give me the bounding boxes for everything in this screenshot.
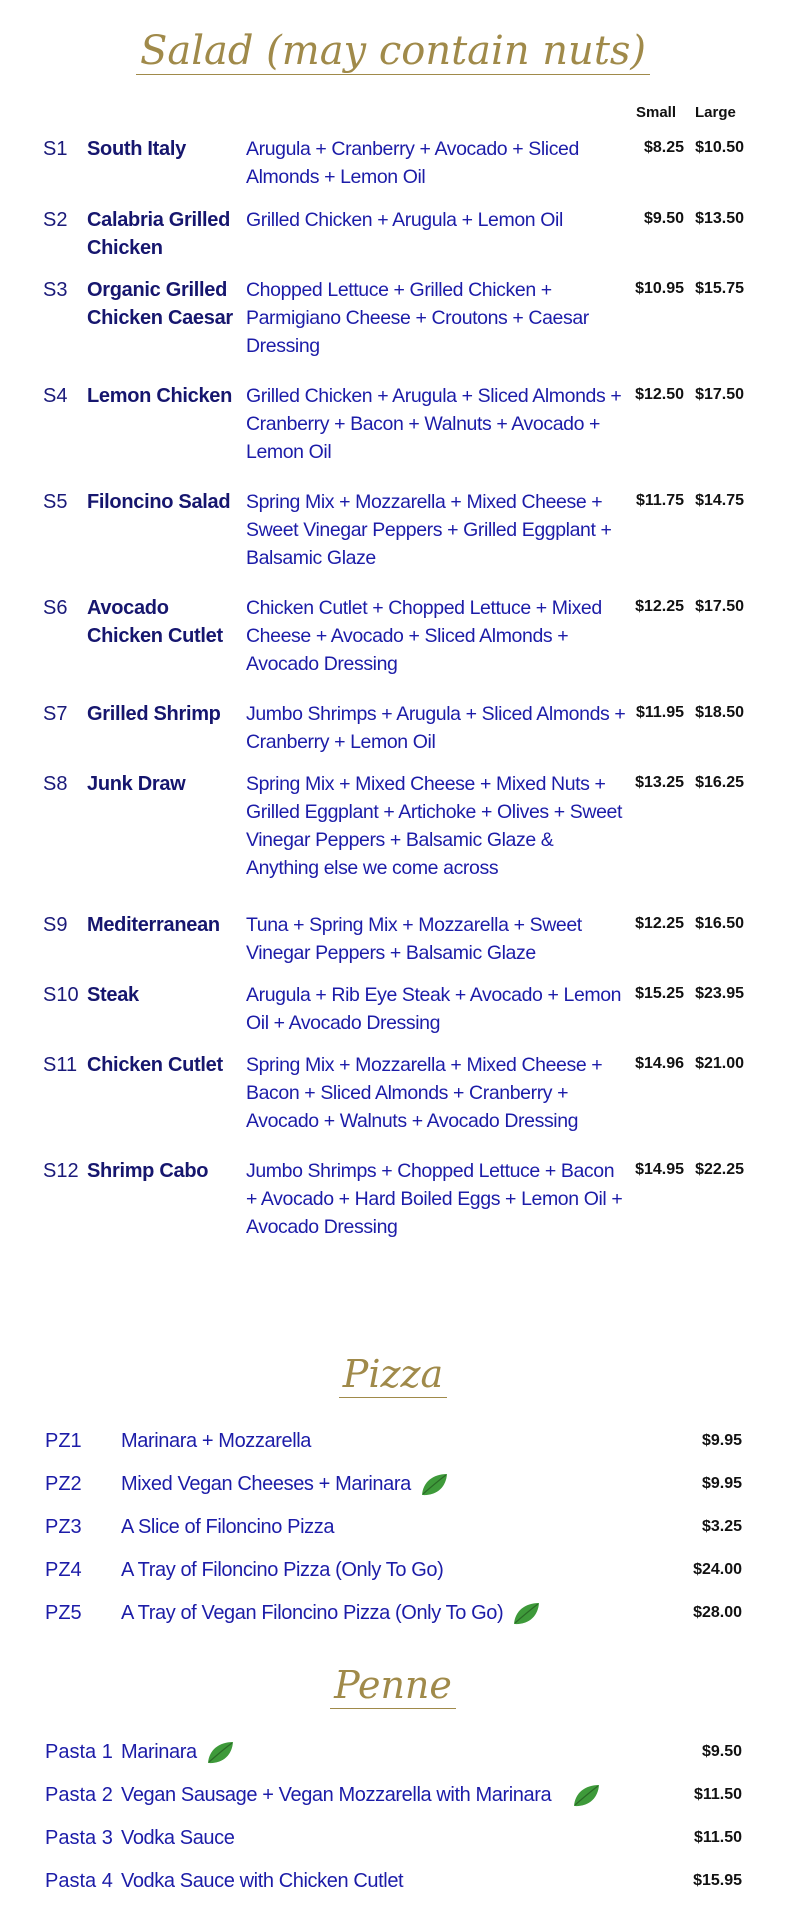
small-price: $8.25 (643, 139, 684, 156)
item-description: Arugula + Rib Eye Steak + Avocado + Lemon Oil + Avocado Dressing (246, 984, 622, 1034)
small-price: $11.95 (635, 704, 684, 721)
item-price: $24.00 (693, 1561, 742, 1578)
item-description: Spring Mix + Mozzarella + Mixed Cheese + Bacon + Sliced Almonds + Cranberry + Avocado + Walnuts + Avocado Dressing (246, 1054, 603, 1132)
item-description-text: Vodka Sauce with Chicken Cutlet (121, 1870, 404, 1892)
pizza-item (0, 1598, 786, 1632)
small-price: $10.95 (635, 280, 684, 297)
item-code: S9 (43, 914, 68, 936)
item-code: PZ2 (45, 1473, 82, 1495)
item-price: $28.00 (693, 1604, 742, 1621)
item-name: Avocado Chicken Cutlet (87, 597, 223, 647)
item-code: S8 (43, 773, 68, 795)
pizza-section-title: Pizza (0, 1352, 786, 1398)
large-price: $13.50 (695, 210, 744, 227)
item-price: $9.95 (701, 1432, 742, 1449)
item-code: S11 (43, 1054, 78, 1076)
item-name: Filoncino Salad (87, 491, 231, 513)
small-price: $11.75 (635, 492, 684, 509)
large-price: $17.50 (695, 386, 744, 403)
item-name: Shrimp Cabo (87, 1160, 209, 1182)
leaf-icon (511, 1601, 541, 1627)
item-price: $9.95 (701, 1475, 742, 1492)
small-price: $15.25 (635, 985, 684, 1002)
item-name: South Italy (87, 138, 186, 160)
large-price: $23.95 (695, 985, 744, 1002)
small-price: $12.50 (635, 386, 684, 403)
item-description-text: Marinara + Mozzarella (121, 1430, 312, 1452)
large-price: $14.75 (695, 492, 744, 509)
item-name: Mediterranean (87, 914, 220, 936)
item-code: Pasta 3 (45, 1827, 113, 1849)
item-description (121, 1469, 449, 1499)
item-description: Grilled Chicken + Arugula + Sliced Almonds + Cranberry + Bacon + Walnuts + Avocado + Lemon Oil (246, 385, 622, 463)
item-code: PZ4 (45, 1559, 82, 1581)
salad-item (0, 382, 786, 482)
large-price: $18.50 (695, 704, 744, 721)
item-description: Chicken Cutlet + Chopped Lettuce + Mixed Cheese + Avocado + Sliced Almonds + Avocado Dressing (246, 597, 602, 675)
item-name: Lemon Chicken (87, 385, 233, 407)
item-code: PZ1 (45, 1430, 82, 1452)
leaf-icon (419, 1472, 449, 1498)
item-description-text: A Tray of Filoncino Pizza (Only To Go) (121, 1559, 444, 1581)
salad-item (0, 488, 786, 588)
salad-item (0, 770, 786, 900)
item-code: S1 (43, 138, 68, 160)
pasta-item (0, 1737, 786, 1771)
item-name: Grilled Shrimp (87, 703, 221, 725)
item-code: PZ5 (45, 1602, 82, 1624)
item-description (121, 1426, 311, 1456)
item-name: Organic Grilled Chicken Caesar (87, 279, 233, 329)
item-description: Arugula + Cranberry + Avocado + Sliced Almonds + Lemon Oil (246, 138, 579, 188)
small-price: $14.96 (635, 1055, 684, 1072)
item-description-text: Vodka Sauce (121, 1827, 235, 1849)
item-code: S6 (43, 597, 68, 619)
small-price: $12.25 (635, 915, 684, 932)
large-size-header: Large (695, 104, 736, 121)
item-price: $9.50 (701, 1743, 742, 1760)
pasta-item (0, 1866, 786, 1900)
pizza-item (0, 1555, 786, 1589)
large-price: $21.00 (695, 1055, 744, 1072)
item-description (121, 1512, 334, 1542)
item-description (121, 1737, 235, 1767)
item-code: Pasta 1 (45, 1741, 113, 1763)
item-description: Chopped Lettuce + Grilled Chicken + Parmigiano Cheese + Croutons + Caesar Dressing (246, 279, 589, 357)
large-price: $15.75 (695, 280, 744, 297)
item-code: S7 (43, 703, 68, 725)
item-description (121, 1555, 443, 1585)
large-price: $16.50 (695, 915, 744, 932)
item-description: Tuna + Spring Mix + Mozzarella + Sweet Vinegar Peppers + Balsamic Glaze (246, 914, 582, 964)
pasta-item (0, 1823, 786, 1857)
large-price: $22.25 (695, 1161, 744, 1178)
item-name: Calabria Grilled Chicken (87, 209, 231, 259)
item-description: Jumbo Shrimps + Arugula + Sliced Almonds + Cranberry + Lemon Oil (246, 703, 626, 753)
item-description: Jumbo Shrimps + Chopped Lettuce + Bacon + Avocado + Hard Boiled Eggs + Lemon Oil + Avocado Dressing (246, 1160, 623, 1238)
item-code: S12 (43, 1160, 79, 1182)
item-code: Pasta 4 (45, 1870, 113, 1892)
item-description (121, 1823, 234, 1853)
large-price: $17.50 (695, 598, 744, 615)
salad-item (0, 594, 786, 694)
item-description: Spring Mix + Mixed Cheese + Mixed Nuts + Grilled Eggplant + Artichoke + Olives + Sweet Vinegar Peppers + Balsamic Glaze & Anything else we come across (246, 773, 622, 879)
item-description: Spring Mix + Mozzarella + Mixed Cheese + Sweet Vinegar Peppers + Grilled Eggplant + Balsamic Glaze (246, 491, 612, 569)
small-size-header: Small (636, 104, 677, 121)
item-description-text: Mixed Vegan Cheeses + Marinara (121, 1473, 411, 1495)
item-name: Chicken Cutlet (87, 1054, 223, 1076)
small-price: $14.95 (635, 1161, 684, 1178)
small-price: $13.25 (635, 774, 684, 791)
pizza-item (0, 1512, 786, 1546)
item-description-text: Vegan Sausage + Vegan Mozzarella with Marinara (121, 1784, 552, 1806)
large-price: $10.50 (695, 139, 744, 156)
pizza-item (0, 1426, 786, 1460)
salad-item (0, 1051, 786, 1151)
large-price: $16.25 (695, 774, 744, 791)
small-price: $12.25 (635, 598, 684, 615)
salad-item (0, 1157, 786, 1257)
item-name: Junk Draw (87, 773, 186, 795)
item-code: S3 (43, 279, 68, 301)
item-description-text: A Slice of Filoncino Pizza (121, 1516, 335, 1538)
salad-item (0, 276, 786, 376)
leaf-icon (571, 1783, 601, 1809)
item-code: S2 (43, 209, 68, 231)
item-code: S5 (43, 491, 68, 513)
item-description: Grilled Chicken + Arugula + Lemon Oil (246, 209, 563, 231)
penne-section-title: Penne (0, 1663, 786, 1709)
item-description-text: Marinara (121, 1741, 197, 1763)
item-description (121, 1780, 601, 1810)
item-name: Steak (87, 984, 139, 1006)
item-description (121, 1866, 403, 1896)
item-price: $11.50 (693, 1829, 742, 1846)
leaf-icon (205, 1740, 235, 1766)
pizza-item (0, 1469, 786, 1503)
item-price: $15.95 (693, 1872, 742, 1889)
item-description-text: A Tray of Vegan Filoncino Pizza (Only To Go) (121, 1602, 504, 1624)
item-price: $11.50 (693, 1786, 742, 1803)
item-code: S4 (43, 385, 68, 407)
item-description (121, 1598, 541, 1628)
pasta-item (0, 1780, 786, 1814)
item-code: PZ3 (45, 1516, 82, 1538)
salad-section-title: Salad (may contain nuts) (0, 28, 786, 75)
item-code: S10 (43, 984, 79, 1006)
small-price: $9.50 (643, 210, 684, 227)
item-price: $3.25 (701, 1518, 742, 1535)
item-code: Pasta 2 (45, 1784, 113, 1806)
